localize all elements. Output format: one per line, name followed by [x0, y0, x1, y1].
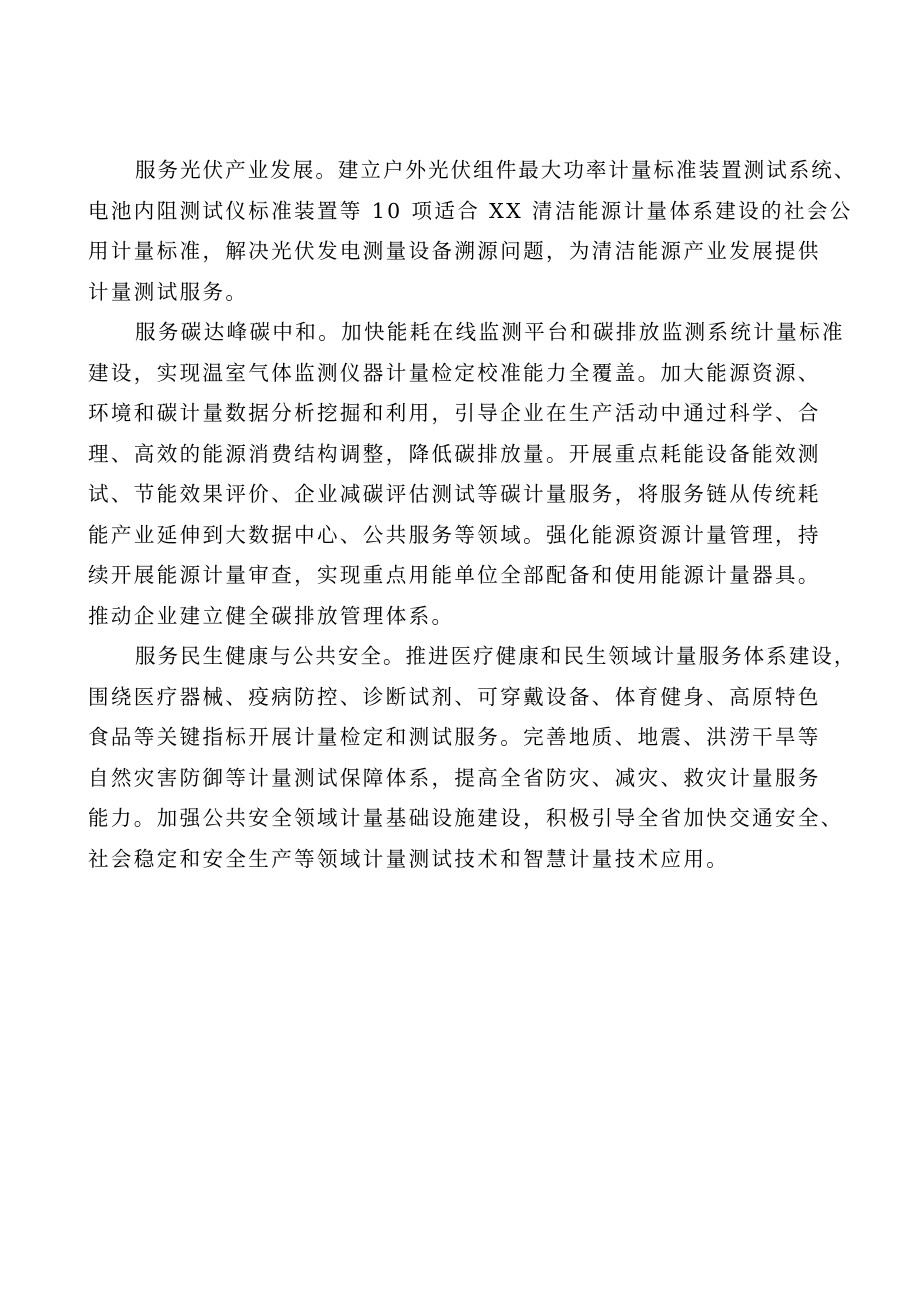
- text-line: 建设，实现温室气体监测仪器计量检定校准能力全覆盖。加大能源资源、: [88, 360, 821, 385]
- text-line: 自然灾害防御等计量测试保障体系，提高全省防灾、减灾、救灾计量服务: [88, 765, 821, 790]
- text-line: 计量测试服务。: [88, 279, 249, 304]
- text-line: 环境和碳计量数据分析挖掘和利用，引导企业在生产活动中通过科学、合: [88, 401, 821, 425]
- text-line: 服务光伏产业发展。建立户外光伏组件最大功率计量标准装置测试系统、: [135, 158, 857, 182]
- paragraph-photovoltaic: [88, 150, 858, 312]
- text-line: 能产业延伸到大数据中心、公共服务等领域。强化能源资源计量管理，持: [88, 522, 821, 547]
- text-line: 围绕医疗器械、疫病防控、诊断试剂、可穿戴设备、体育健身、高原特色: [88, 684, 821, 709]
- text-line: 社会稳定和安全生产等领域计量测试技术和智慧计量技术应用。: [88, 846, 730, 871]
- text-line: 能力。加强公共安全领域计量基础设施建设，积极引导全省加快交通安全、: [88, 806, 844, 830]
- text-line: 续开展能源计量审查，实现重点用能单位全部配备和使用能源计量器具。: [88, 563, 821, 587]
- text-line: 食品等关键指标开展计量检定和测试服务。完善地质、地震、洪涝干旱等: [88, 725, 821, 749]
- text-line: 用计量标准，解决光伏发电测量设备溯源问题，为清洁能源产业发展提供: [88, 239, 821, 263]
- text-line: 理、高效的能源消费结构调整，降低碳排放量。开展重点耗能设备能效测: [88, 441, 821, 466]
- paragraph-public-safety: [88, 636, 858, 879]
- text-line: 电池内阻测试仪标准装置等 10 项适合 XX 清洁能源计量体系建设的社会公: [88, 198, 853, 223]
- text-line: 服务碳达峰碳中和。加快能耗在线监测平台和碳排放监测系统计量标准: [135, 320, 845, 344]
- text-line: 服务民生健康与公共安全。推进医疗健康和民生领域计量服务体系建设，: [135, 644, 857, 668]
- text-line: 推动企业建立健全碳排放管理体系。: [88, 603, 455, 628]
- text-line: 试、节能效果评价、企业减碳评估测试等碳计量服务，将服务链从传统耗: [88, 482, 821, 506]
- document-body: [88, 150, 858, 879]
- paragraph-carbon-neutrality: [88, 312, 858, 636]
